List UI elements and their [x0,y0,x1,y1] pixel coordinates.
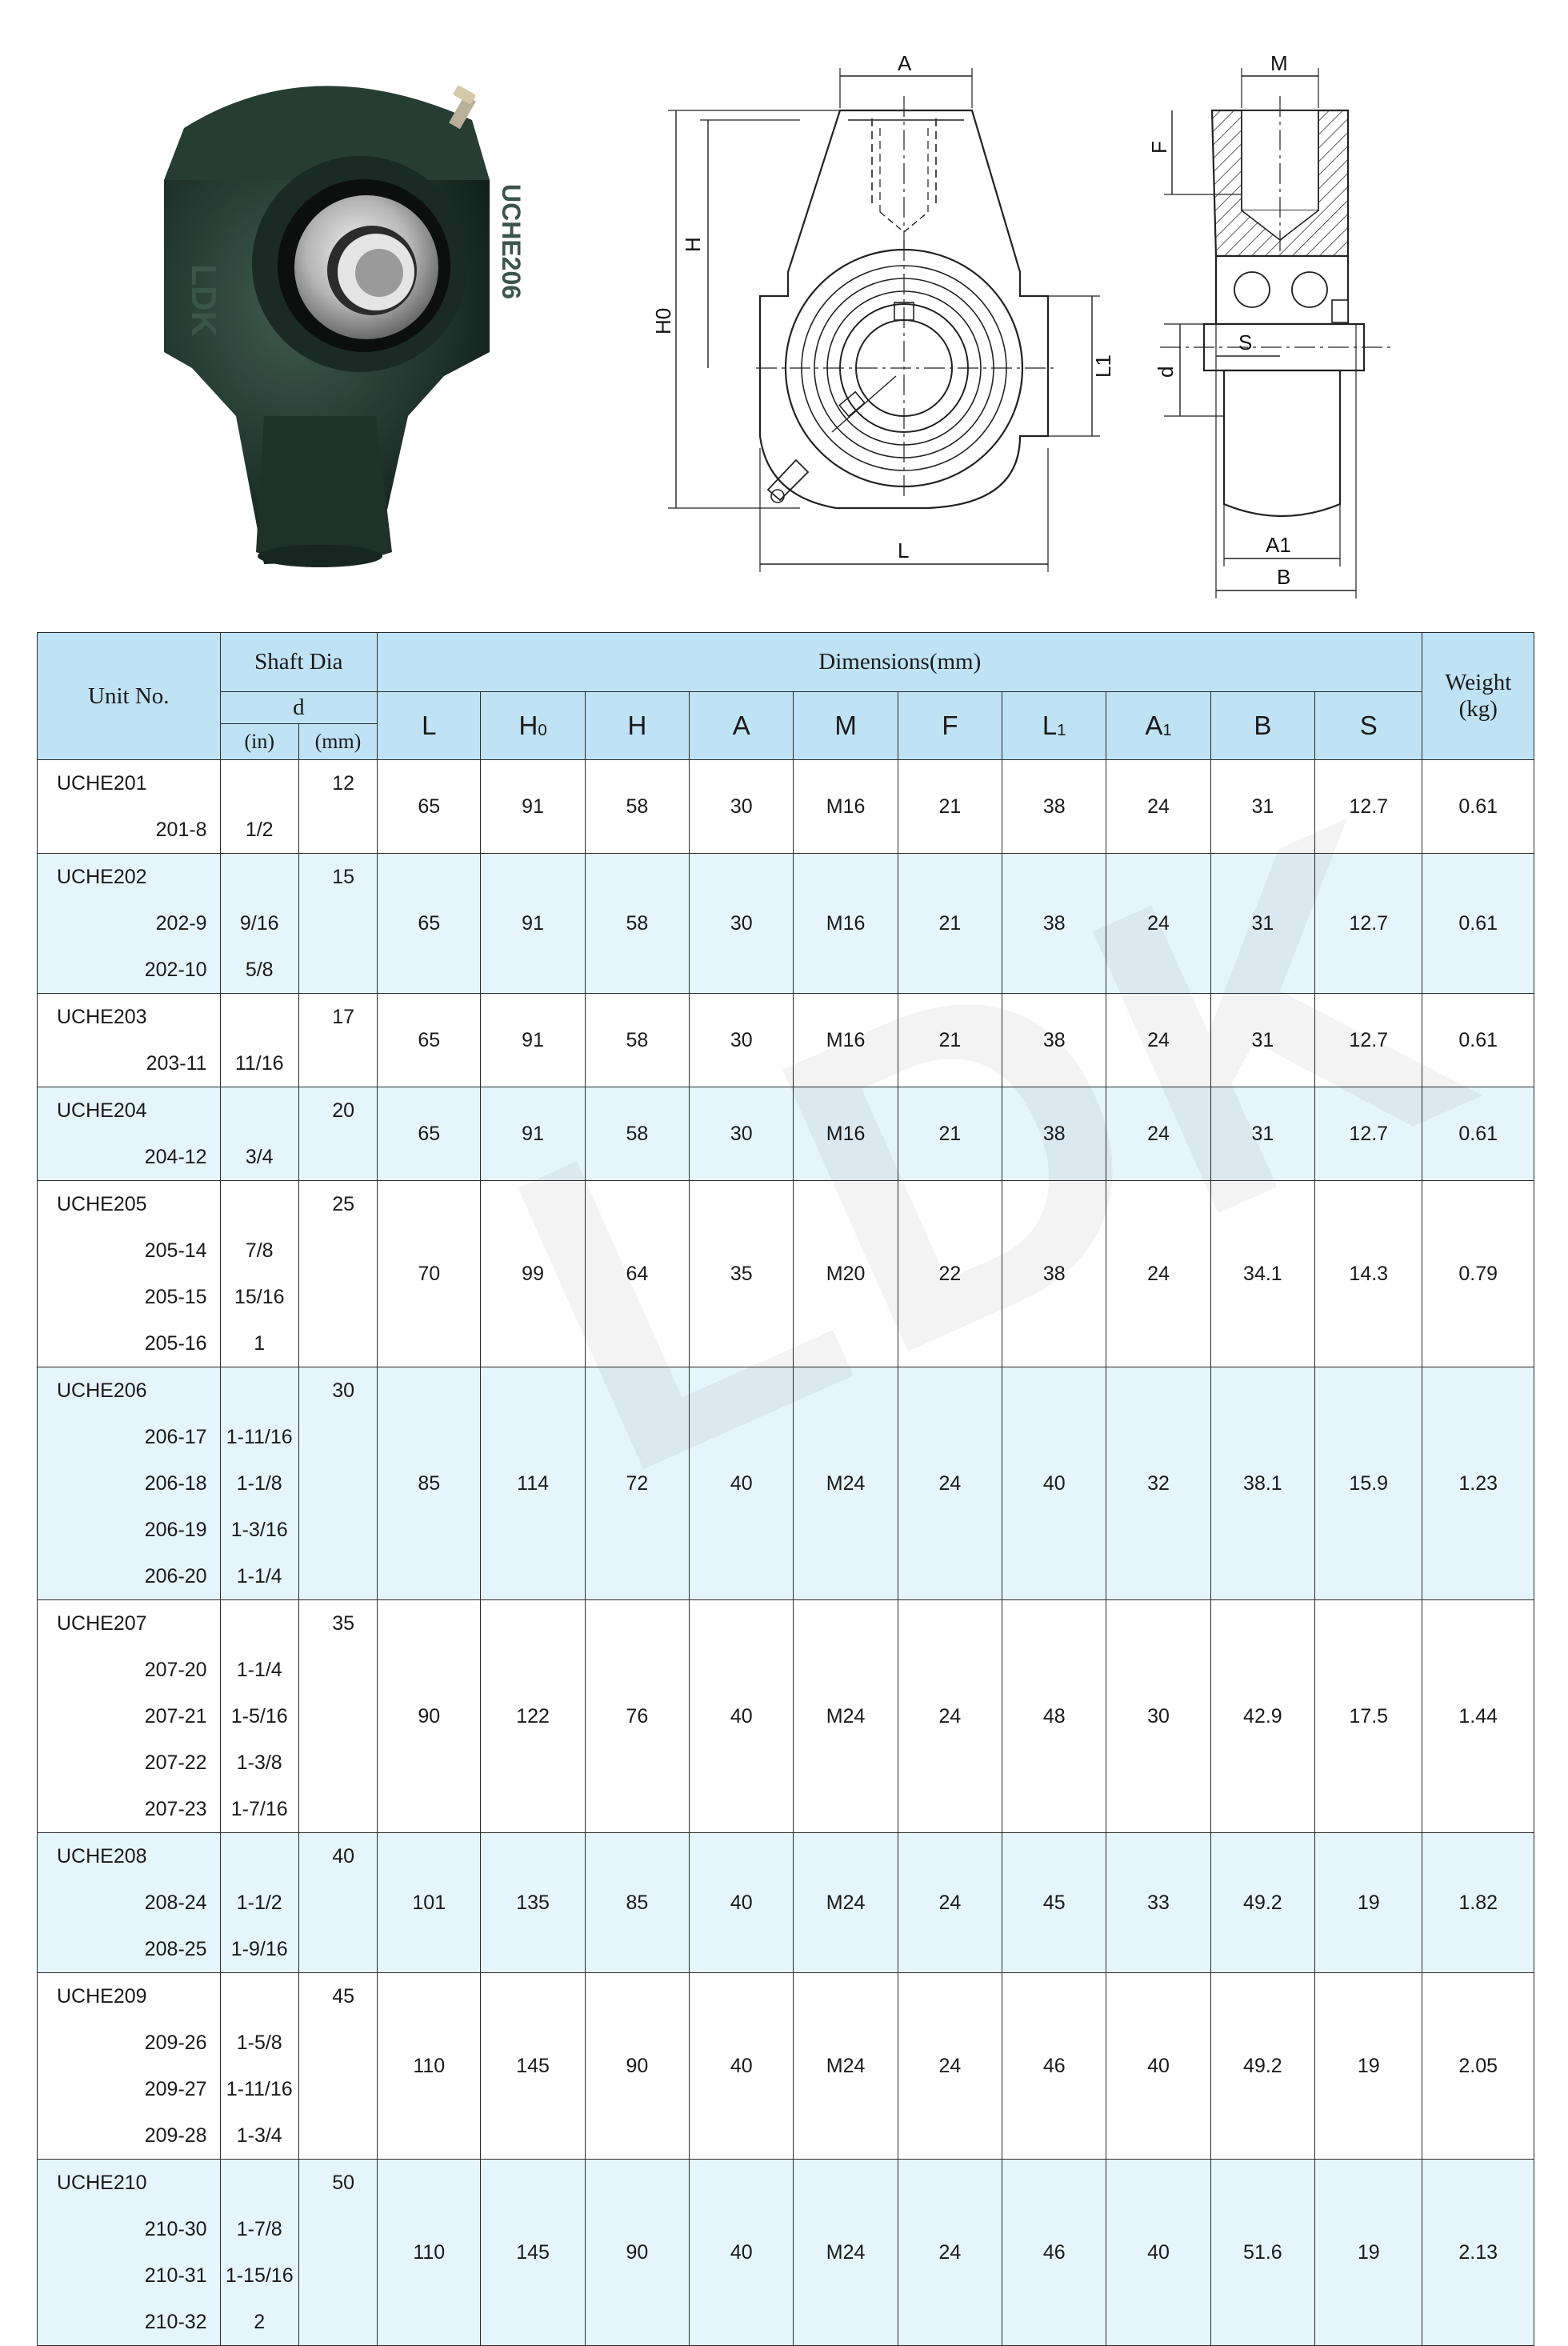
shaft-dia-mm-cell [298,1181,377,1367]
dim-S-cell: 12.7 [1315,760,1422,854]
shaft-dia-in-value: 15/16 [234,1286,285,1308]
shaft-dia-in-value: 1-7/8 [236,2218,282,2240]
dim-L1-cell: 46 [1002,2160,1106,2346]
shaft-dia-mm-cell [298,1973,377,2160]
table-row [38,760,1534,854]
shaft-dia-mm-value: 17 [332,1006,355,1028]
dim-F-cell: 24 [898,1973,1002,2160]
unit-no-cell [38,1973,221,2160]
unit-no-variant: 207-22 [144,1751,207,1774]
table-row [38,1973,1534,2160]
dim-A-cell: 40 [690,1833,794,1973]
header-dim-B: B [1210,692,1314,760]
dim-A1-cell: 24 [1106,760,1210,854]
unit-no-cell [38,2160,221,2346]
dim-H-cell: 76 [585,1600,689,1833]
unit-no-variant: 209-28 [144,2124,207,2147]
dim-A-cell: 40 [690,2160,794,2346]
weight-cell: 1.82 [1422,1833,1534,1973]
header-dim-L: L [378,692,481,760]
shaft-dia-in-value: 1/2 [245,819,274,841]
unit-no-variant: 203-11 [146,1052,207,1075]
header-weight-unit: (kg) [1458,696,1498,722]
unit-no-variant: 202-9 [155,912,207,935]
dim-H0-cell: 145 [481,1973,585,2160]
shaft-dia-mm-value: 20 [332,1099,355,1122]
dim-H-cell: 58 [585,854,689,994]
unit-no-cell [38,994,221,1087]
header-dimensions: Dimensions(mm) [378,633,1422,692]
table-row [38,2160,1534,2346]
shaft-dia-in-cell [220,1367,298,1600]
dim-A1-cell: 40 [1106,1973,1210,2160]
side-drawing [1160,68,1392,599]
dim-H0-cell: 122 [481,1600,585,1833]
unit-no-main: UCHE210 [57,2172,147,2194]
weight-cell: 0.61 [1422,760,1534,854]
dim-S-cell: 12.7 [1315,854,1422,994]
header-dim-H: H [585,692,689,760]
label-L1: L1 [1091,354,1115,378]
shaft-dia-mm-value: 12 [332,772,355,795]
shaft-dia-in-value: 1-3/16 [230,1519,288,1541]
shaft-dia-mm-cell [298,854,377,994]
header-d: d [220,692,378,724]
dim-M-cell: M24 [794,1973,898,2160]
shaft-dia-in-blank [221,854,298,900]
dim-B-cell: 34.1 [1210,1181,1314,1367]
dim-S-cell: 15.9 [1315,1367,1422,1600]
dim-M-cell: M16 [794,994,898,1087]
dim-L1-cell: 38 [1002,854,1106,994]
dim-A1-cell: 24 [1106,1181,1210,1367]
shaft-dia-in-cell [220,1973,298,2160]
header-weight-label: Weight [1445,670,1512,695]
weight-cell: 1.23 [1422,1367,1534,1600]
shaft-dia-in-value: 2 [254,2311,266,2333]
label-d: d [1154,366,1178,378]
shaft-dia-mm-cell [298,1833,377,1973]
shaft-dia-in-blank [221,1973,298,2020]
shaft-dia-in-value: 5/8 [245,959,274,981]
table-row-group [38,1181,1534,1367]
dim-F-cell: 24 [898,1600,1002,1833]
shaft-dia-mm-value: 35 [332,1612,355,1635]
dim-L-cell: 110 [378,2160,481,2346]
header-weight [1422,633,1534,760]
dim-L-cell: 70 [378,1181,481,1367]
shaft-dia-in-cell [220,1181,298,1367]
shaft-dia-in-value: 1-3/8 [236,1751,282,1774]
dim-F-cell: 21 [898,994,1002,1087]
dim-H0-cell: 91 [481,760,585,854]
label-L: L [898,538,910,562]
dim-A-cell: 40 [690,1600,794,1833]
unit-no-variant: 210-31 [144,2264,207,2287]
unit-no-main: UCHE206 [57,1379,147,1402]
unit-no-variant: 201-8 [155,819,207,841]
shaft-dia-in-value: 1-11/16 [226,1426,293,1448]
figure-svg [0,0,1568,608]
dim-L-cell: 85 [378,1367,481,1600]
dim-F-cell: 21 [898,1087,1002,1181]
unit-no-variant: 204-12 [144,1146,207,1168]
dim-A1-cell: 24 [1106,854,1210,994]
dim-M-cell: M16 [794,854,898,994]
unit-no-main: UCHE202 [57,866,147,888]
table-row [38,1087,1534,1181]
dim-A1-cell: 24 [1106,994,1210,1087]
spec-table [37,632,1534,2346]
label-F: F [1147,141,1171,154]
front-drawing [668,68,1100,572]
shaft-dia-in-value: 1-1/2 [236,1892,282,1914]
dim-B-cell: 31 [1210,1087,1314,1181]
unit-no-variant: 208-24 [144,1892,207,1914]
label-H: H [681,237,705,252]
unit-no-variant: 210-30 [144,2218,207,2240]
shaft-dia-in-cell [220,994,298,1087]
dim-H0-cell: 135 [481,1833,585,1973]
unit-no-cell [38,1087,221,1181]
shaft-dia-in-blank [221,760,298,807]
dim-L-cell: 65 [378,994,481,1087]
table-row-group [38,1367,1534,1600]
dim-H-cell: 58 [585,994,689,1087]
dim-H0-cell: 99 [481,1181,585,1367]
weight-cell: 2.13 [1422,2160,1534,2346]
dim-B-cell: 38.1 [1210,1367,1314,1600]
unit-no-variant: 209-26 [144,2032,207,2054]
shaft-dia-in-blank [221,1367,298,1414]
photo-housing-marking: UCHE206 [497,184,526,300]
label-A1: A1 [1266,533,1291,557]
shaft-dia-in-value: 1-1/4 [236,1565,282,1587]
dim-S-cell: 19 [1315,2160,1422,2346]
table-row [38,1833,1534,1973]
shaft-dia-in-value: 1-1/8 [236,1472,282,1495]
header-dim-M: M [794,692,898,760]
shaft-dia-mm-value: 30 [332,1379,355,1402]
shaft-dia-in-value: 7/8 [245,1239,274,1262]
dim-H-cell: 90 [585,1973,689,2160]
unit-no-cell [38,1600,221,1833]
dim-M-cell: M24 [794,1833,898,1973]
shaft-dia-mm-cell [298,1367,377,1600]
shaft-dia-in-blank [221,1833,298,1880]
unit-no-cell [38,1367,221,1600]
dim-M-cell: M16 [794,760,898,854]
dim-L1-cell: 45 [1002,1833,1106,1973]
table-row [38,994,1534,1087]
shaft-dia-in-cell [220,854,298,994]
table-row-group [38,1087,1534,1181]
product-photo [164,85,526,567]
table-header [38,633,1534,760]
table-row-group [38,760,1534,854]
dim-A-cell: 35 [690,1181,794,1367]
header-unit-no: Unit No. [38,633,221,760]
unit-no-variant: 208-25 [144,1938,207,1960]
unit-no-variant: 207-23 [144,1798,207,1820]
shaft-dia-in-blank [221,1087,298,1134]
dim-F-cell: 24 [898,1367,1002,1600]
dim-L1-cell: 46 [1002,1973,1106,2160]
dim-M-cell: M24 [794,1600,898,1833]
unit-no-cell [38,1181,221,1367]
shaft-dia-mm-value: 15 [332,866,355,888]
dim-A1-cell: 40 [1106,2160,1210,2346]
dim-B-cell: 31 [1210,994,1314,1087]
header-dim-H0: $H_0$ [481,692,585,760]
shaft-dia-mm-value: 40 [332,1845,355,1868]
header-shaft-dia: Shaft Dia [220,633,378,692]
table-row [38,1367,1534,1600]
dim-A-cell: 40 [690,1367,794,1600]
header-dim-F: F [898,692,1002,760]
unit-no-variant: 206-18 [144,1472,207,1495]
dim-H-cell: 72 [585,1367,689,1600]
dim-F-cell: 24 [898,2160,1002,2346]
shaft-dia-in-value: 1-15/16 [225,2264,294,2287]
dim-F-cell: 22 [898,1181,1002,1367]
unit-no-main: UCHE209 [57,1985,147,2008]
dim-L-cell: 101 [378,1833,481,1973]
label-B: B [1277,565,1291,589]
table-row-group [38,1833,1534,1973]
unit-no-cell [38,760,221,854]
unit-no-variant: 207-21 [144,1705,207,1727]
dim-H0-cell: 91 [481,1087,585,1181]
unit-no-main: UCHE208 [57,1845,147,1868]
dim-H-cell: 58 [585,1087,689,1181]
unit-no-variant: 206-20 [144,1565,207,1587]
table-row-group [38,994,1534,1087]
shaft-dia-in-value: 1-9/16 [230,1938,288,1960]
label-S: S [1238,330,1253,354]
shaft-dia-mm-value: 50 [332,2172,355,2194]
dim-L1-cell: 38 [1002,1181,1106,1367]
shaft-dia-in-blank [221,1181,298,1227]
dim-H-cell: 85 [585,1833,689,1973]
shaft-dia-mm-cell [298,994,377,1087]
dim-L-cell: 90 [378,1600,481,1833]
shaft-dia-in-cell [220,2160,298,2346]
unit-no-variant: 205-14 [144,1239,207,1262]
weight-cell: 0.61 [1422,1087,1534,1181]
unit-no-variant: 205-16 [144,1332,207,1355]
unit-no-main: UCHE205 [57,1193,147,1215]
dim-S-cell: 19 [1315,1973,1422,2160]
dim-A1-cell: 30 [1106,1600,1210,1833]
unit-no-variant: 202-10 [144,959,207,981]
label-H0: H0 [651,307,675,334]
shaft-dia-in-value: 9/16 [239,912,279,935]
unit-no-cell [38,854,221,994]
dim-H0-cell: 114 [481,1367,585,1600]
shaft-dia-mm-cell [298,1087,377,1181]
header-dim-S: S [1315,692,1422,760]
dim-A-cell: 30 [690,854,794,994]
dim-L1-cell: 38 [1002,994,1106,1087]
header-dim-L1: $L_1$ [1002,692,1106,760]
dim-B-cell: 31 [1210,854,1314,994]
shaft-dia-mm-cell [298,1600,377,1833]
label-M: M [1270,51,1288,75]
dim-F-cell: 24 [898,1833,1002,1973]
label-A: A [898,51,912,75]
table-row-group [38,1600,1534,1833]
dim-B-cell: 49.2 [1210,1973,1314,2160]
dim-H0-cell: 91 [481,854,585,994]
shaft-dia-in-value: 1-11/16 [226,2078,293,2100]
unit-no-main: UCHE204 [57,1099,147,1122]
dim-H-cell: 58 [585,760,689,854]
dim-L-cell: 65 [378,854,481,994]
unit-no-main: UCHE203 [57,1006,147,1028]
shaft-dia-in-cell [220,1087,298,1181]
table-row-group [38,854,1534,994]
unit-no-cell [38,1833,221,1973]
dim-F-cell: 21 [898,760,1002,854]
unit-no-variant: 209-27 [144,2078,207,2100]
table-row-group [38,2160,1534,2346]
header-mm: (mm) [298,724,377,760]
weight-cell: 0.61 [1422,854,1534,994]
header-in: (in) [220,724,298,760]
unit-no-variant: 205-15 [144,1286,207,1308]
dim-M-cell: M16 [794,1087,898,1181]
shaft-dia-in-cell [220,1600,298,1833]
dim-S-cell: 19 [1315,1833,1422,1973]
shaft-dia-in-blank [221,1600,298,1647]
shaft-dia-mm-cell [298,760,377,854]
dim-F-cell: 21 [898,854,1002,994]
weight-cell: 0.79 [1422,1181,1534,1367]
dim-H0-cell: 91 [481,994,585,1087]
table-row-group [38,1973,1534,2160]
unit-no-variant: 207-20 [144,1659,207,1681]
weight-cell: 2.05 [1422,1973,1534,2160]
shaft-dia-in-value: 1-3/4 [236,2124,282,2147]
photo-brand-marking: LDK [184,264,223,337]
dim-A1-cell: 33 [1106,1833,1210,1973]
dim-H0-cell: 145 [481,2160,585,2346]
dim-L-cell: 65 [378,1087,481,1181]
dim-H-cell: 64 [585,1181,689,1367]
weight-cell: 0.61 [1422,994,1534,1087]
shaft-dia-in-value: 1-1/4 [236,1659,282,1681]
dim-A1-cell: 24 [1106,1087,1210,1181]
dim-M-cell: M24 [794,2160,898,2346]
table-row [38,1181,1534,1367]
dim-L1-cell: 38 [1002,760,1106,854]
dim-M-cell: M24 [794,1367,898,1600]
shaft-dia-in-value: 1-5/16 [230,1705,288,1727]
dim-S-cell: 14.3 [1315,1181,1422,1367]
dim-A-cell: 30 [690,760,794,854]
shaft-dia-in-value: 3/4 [245,1146,274,1168]
dim-L-cell: 65 [378,760,481,854]
shaft-dia-in-value: 1-7/16 [230,1798,288,1820]
shaft-dia-in-cell [220,760,298,854]
dim-M-cell: M20 [794,1181,898,1367]
unit-no-variant: 206-17 [144,1426,207,1448]
dim-A-cell: 40 [690,1973,794,2160]
figure-area [0,0,1568,608]
weight-cell: 1.44 [1422,1600,1534,1833]
dim-B-cell: 49.2 [1210,1833,1314,1973]
dim-L1-cell: 40 [1002,1367,1106,1600]
dim-B-cell: 42.9 [1210,1600,1314,1833]
shaft-dia-mm-value: 25 [332,1193,355,1215]
dim-L1-cell: 38 [1002,1087,1106,1181]
unit-no-variant: 210-32 [144,2311,207,2333]
shaft-dia-in-value: 1 [254,1332,266,1355]
dim-S-cell: 17.5 [1315,1600,1422,1833]
dim-A1-cell: 32 [1106,1367,1210,1600]
shaft-dia-in-value: 11/16 [234,1052,284,1075]
dim-S-cell: 12.7 [1315,1087,1422,1181]
unit-no-main: UCHE201 [57,772,147,795]
dim-B-cell: 31 [1210,760,1314,854]
unit-no-main: UCHE207 [57,1612,147,1635]
shaft-dia-mm-value: 45 [332,1985,355,2008]
dim-H-cell: 90 [585,2160,689,2346]
dim-A-cell: 30 [690,994,794,1087]
dim-L-cell: 110 [378,1973,481,2160]
header-dim-A: A [690,692,794,760]
shaft-dia-in-cell [220,1833,298,1973]
shaft-dia-in-blank [221,994,298,1040]
header-dim-A1: $A_1$ [1106,692,1210,760]
shaft-dia-in-blank [221,2160,298,2206]
dim-B-cell: 51.6 [1210,2160,1314,2346]
shaft-dia-mm-cell [298,2160,377,2346]
dim-L1-cell: 48 [1002,1600,1106,1833]
unit-no-variant: 206-19 [144,1519,207,1541]
dim-A-cell: 30 [690,1087,794,1181]
dim-S-cell: 12.7 [1315,994,1422,1087]
shaft-dia-in-value: 1-5/8 [236,2032,282,2054]
table-row [38,1600,1534,1833]
table-row [38,854,1534,994]
